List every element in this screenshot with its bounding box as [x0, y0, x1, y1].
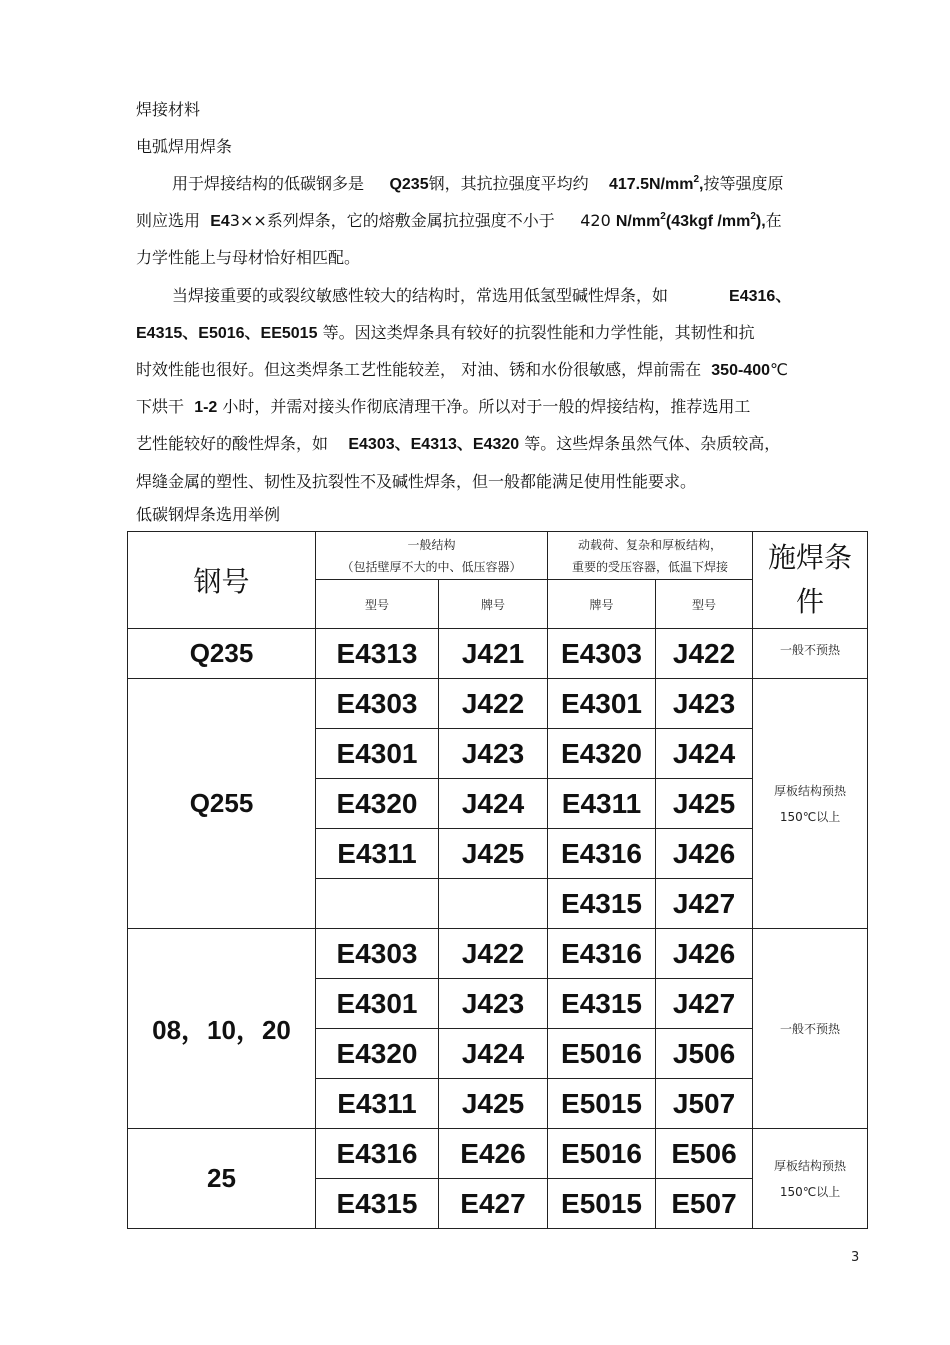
table-cell: E4316 [316, 1129, 439, 1179]
header-steel-grade: 钢号 [128, 532, 316, 629]
steel-grade-cell: Q255 [128, 679, 316, 929]
table-cell [316, 879, 439, 929]
table-cell: J424 [439, 1029, 548, 1079]
table-cell: E4320 [316, 779, 439, 829]
table-cell: E4301 [316, 729, 439, 779]
para1-line1: 用于焊接结构的低碳钢多是 Q235钢，其抗拉强度平均约 $417.5N/mm^2$,按等强度原 [172, 174, 784, 193]
table-cell: E4303 [548, 629, 656, 679]
steel-grade-cell: 08，10，20 [128, 929, 316, 1129]
condition-cell: 厚板结构预热 150℃以上 [753, 679, 868, 929]
table-cell: E4311 [316, 829, 439, 879]
table-cell: E4315 [316, 1179, 439, 1229]
subheader-model: 型号 [316, 580, 439, 629]
para2-line1: 当焊接重要的或裂纹敏感性较大的结构时，常选用低氢型碱性焊条，如 E4316、 [172, 286, 792, 305]
table-cell: E5015 [548, 1179, 656, 1229]
table-cell: E5015 [548, 1079, 656, 1129]
table-cell: J425 [439, 829, 548, 879]
table-cell: J427 [656, 979, 753, 1029]
table-row [128, 629, 868, 679]
table-cell: E506 [656, 1129, 753, 1179]
table-cell: J423 [439, 979, 548, 1029]
para1-line2: 则应选用 E43××系列焊条，它的熔敷金属抗拉强度不小于 420 $N/mm^2(43kgf$ $/mm^2$),在 [136, 211, 782, 230]
table-cell: E4315 [548, 879, 656, 929]
table-cell: J507 [656, 1079, 753, 1129]
table-cell: E4311 [316, 1079, 439, 1129]
table-row [128, 679, 868, 729]
table-cell: J423 [656, 679, 753, 729]
condition-cell: 一般不预热 [753, 629, 868, 679]
table-cell: E4303 [316, 679, 439, 729]
table-row [128, 929, 868, 979]
table-cell: E4316 [548, 929, 656, 979]
table-cell: E4320 [316, 1029, 439, 1079]
para2-line4: 下烘干 1-2 小时，并需对接头作彻底清理干净。所以对于一般的焊接结构，推荐选用工 [136, 397, 751, 416]
table-cell: J424 [656, 729, 753, 779]
table-cell: J422 [439, 929, 548, 979]
table-cell: J425 [439, 1079, 548, 1129]
page-number: 3 [851, 1250, 860, 1265]
para1-line3: 力学性能上与母材恰好相匹配。 [136, 248, 361, 267]
steel-grade-cell: 25 [128, 1129, 316, 1229]
table-cell: E4316 [548, 829, 656, 879]
table-cell: E4313 [316, 629, 439, 679]
table-cell: E4301 [316, 979, 439, 1029]
table-cell: J426 [656, 829, 753, 879]
para2-line5: 艺性能较好的酸性焊条，如 E4303、E4313、E4320 等。这些焊条虽然气体、杂质较高， [136, 434, 781, 453]
table-cell: J426 [656, 929, 753, 979]
subheader-brand: 牌号 [548, 580, 656, 629]
header-heavy-structure: 动载荷、复杂和厚板结构， 重要的受压容器，低温下焊接 [548, 532, 753, 580]
table-cell: E426 [439, 1129, 548, 1179]
table-row [128, 1129, 868, 1179]
condition-cell: 一般不预热 [753, 929, 868, 1129]
table-cell: E5016 [548, 1029, 656, 1079]
table-cell: E427 [439, 1179, 548, 1229]
table-cell: E4303 [316, 929, 439, 979]
table-cell: J423 [439, 729, 548, 779]
steel-grade-cell: Q235 [128, 629, 316, 679]
table-cell: E507 [656, 1179, 753, 1229]
table-cell: E4301 [548, 679, 656, 729]
para2-line2: E4315、E5016、EE5015 等。因这类焊条具有较好的抗裂性能和力学性能，其韧性和抗 [136, 323, 755, 342]
electrode-selection-table [127, 531, 868, 1229]
table-cell: J422 [656, 629, 753, 679]
table-cell: J422 [439, 679, 548, 729]
table-cell [439, 879, 548, 929]
para2-line3: 时效性能也很好。但这类焊条工艺性能较差， 对油、锈和水份很敏感，焊前需在 350-400℃ [136, 360, 788, 379]
table-cell: J506 [656, 1029, 753, 1079]
para2-line6: 焊缝金属的塑性、韧性及抗裂性不及碱性焊条，但一般都能满足使用性能要求。 [136, 472, 697, 491]
table-cell: E4315 [548, 979, 656, 1029]
subheader-model: 型号 [656, 580, 753, 629]
table-cell: J425 [656, 779, 753, 829]
table-title: 低碳钢焊条选用举例 [136, 505, 281, 524]
condition-cell: 厚板结构预热 150℃以上 [753, 1129, 868, 1229]
header-welding-condition: 施焊条 件 [753, 532, 868, 629]
header-general-structure: 一般结构 （包括壁厚不大的中、低压容器） [316, 532, 548, 580]
table-cell: J424 [439, 779, 548, 829]
subheader-brand: 牌号 [439, 580, 548, 629]
table-header-row [128, 532, 868, 580]
table-cell: E4311 [548, 779, 656, 829]
heading-welding-materials: 焊接材料 [136, 100, 201, 119]
heading-arc-welding-electrodes: 电弧焊用焊条 [136, 137, 233, 156]
table-cell: E4320 [548, 729, 656, 779]
table-cell: J427 [656, 879, 753, 929]
table-cell: E5016 [548, 1129, 656, 1179]
table-cell: J421 [439, 629, 548, 679]
